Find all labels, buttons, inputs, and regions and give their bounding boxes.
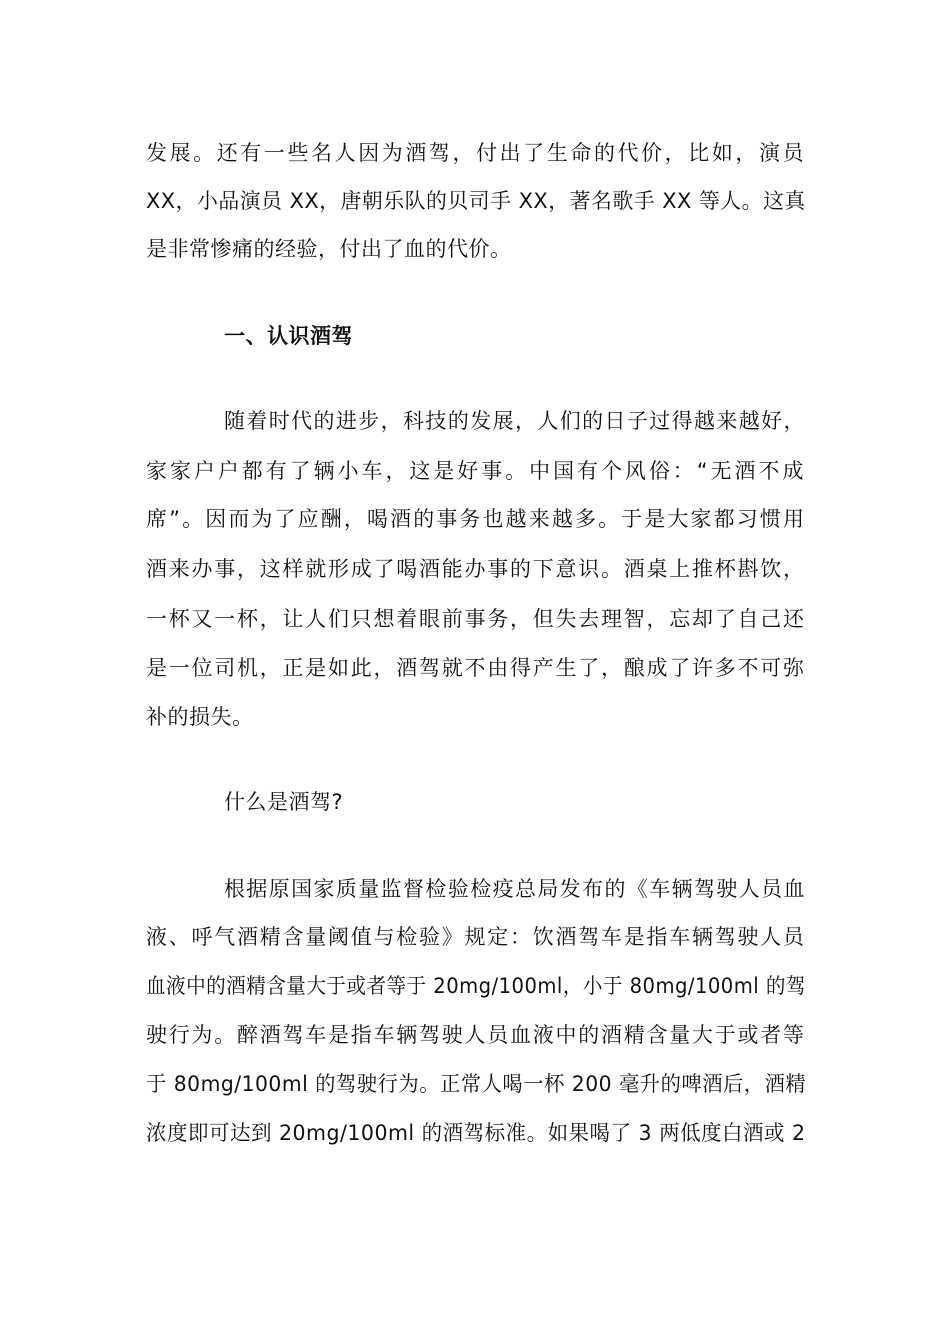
intro-line-3: 是非常惨痛的经验，付出了血的代价。 — [146, 237, 512, 261]
definition-line-1: 根据原国家质量监督检验检疫总局发布的《车辆驾驶人员血 — [224, 877, 806, 901]
definition-line-4: 驶行为。醉酒驾车是指车辆驾驶人员血液中的酒精含量大于或者等 — [146, 1023, 806, 1047]
body-line-4: 酒来办事，这样就形成了喝酒能办事的下意识。酒桌上推杯斟饮， — [146, 557, 806, 581]
definition-line-3: 血液中的酒精含量大于或者等于 20mg/100ml，小于 80mg/100ml 的驾 — [146, 974, 806, 998]
body-line-5: 一杯又一杯，让人们只想着眼前事务，但失去理智，忘却了自己还 — [146, 607, 806, 631]
intro-line-1: 发展。还有一些名人因为酒驾，付出了生命的代价，比如，演员 — [146, 141, 807, 165]
body-line-6: 是一位司机，正是如此，酒驾就不由得产生了，酿成了许多不可弥 — [146, 656, 806, 680]
definition-line-2: 液、呼气酒精含量阈值与检验》规定：饮酒驾车是指车辆驾驶人员 — [146, 925, 806, 949]
question-line: 什么是酒驾? — [224, 790, 344, 814]
section-heading: 一、认识酒驾 — [224, 324, 353, 348]
body-line-2: 家家户户都有了辆小车，这是好事。中国有个风俗：“无酒不成 — [146, 459, 807, 483]
definition-line-5: 于 80mg/100ml 的驾驶行为。正常人喝一杯 200 毫升的啤酒后，酒精 — [146, 1072, 807, 1096]
intro-line-2: XX，小品演员 XX，唐朝乐队的贝司手 XX，著名歌手 XX 等人。这真 — [146, 189, 806, 213]
body-line-1: 随着时代的进步，科技的发展，人们的日子过得越来越好， — [224, 409, 806, 433]
body-line-3: 席”。因而为了应酬，喝酒的事务也越来越多。于是大家都习惯用 — [146, 507, 807, 531]
body-line-7: 补的损失。 — [146, 705, 254, 729]
definition-line-6: 浓度即可达到 20mg/100ml 的酒驾标准。如果喝了 3 两低度白酒或 2 — [146, 1121, 806, 1145]
